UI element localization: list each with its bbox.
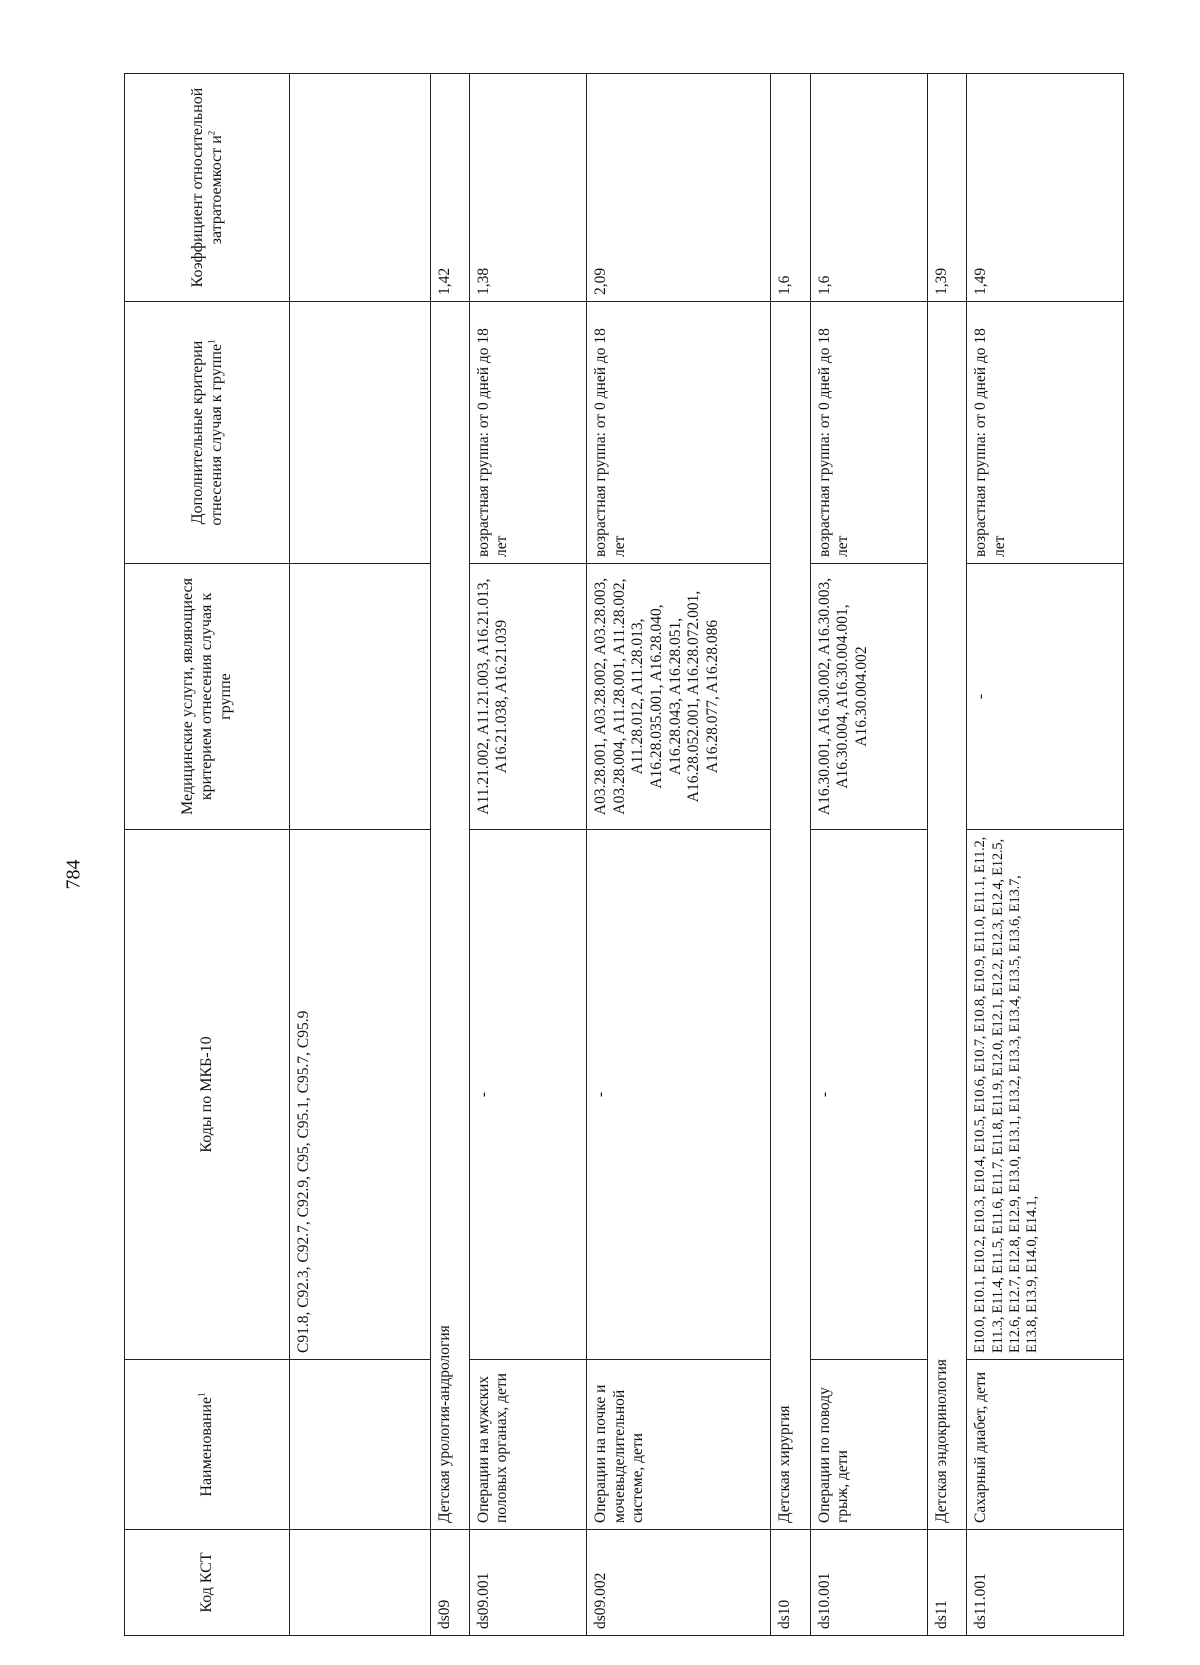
table-row-ds10-001 xyxy=(810,74,928,1636)
cell-services: A11.21.002, A11.21.003, A16.21.013, A16.21.038, A16.21.039 xyxy=(469,564,587,830)
cell-name: Операции по поводу грыж, дети xyxy=(810,1360,928,1530)
group-code: ds09 xyxy=(430,1530,469,1636)
cell-coef: 2,09 xyxy=(587,74,771,302)
group-coef: 1,6 xyxy=(771,74,810,302)
cell-code xyxy=(289,1530,430,1636)
cell-coef: 1,38 xyxy=(469,74,587,302)
cell-code: ds10.001 xyxy=(810,1530,928,1636)
cell-mkb: C91.8, C92.3, C92.7, C92.9, C95, C95.1, C95.7, C95.9 xyxy=(289,830,430,1360)
cell-criteria xyxy=(289,302,430,564)
group-name: Детская хирургия xyxy=(771,302,810,1530)
cell-coef: 1,6 xyxy=(810,74,928,302)
cell-criteria: возрастная группа: от 0 дней до 18 лет xyxy=(587,302,771,564)
cell-mkb: E10.0, E10.1, E10.2, E10.3, E10.4, E10.5, E10.6, E10.7, E10.8, E10.9, E11.0, E11.1, E11.2, E11.3, E11.4, E11.5, E11.6, E11.7, E11.8, E11.9, E12.0, E12.1, E12.2, E12.3, E12.4, E12.5, E12.6, E12.7, E12.8, E12.9, E13.0, E13.1, E13.2, E13.3, E13.4, E13.5, E13.6, E13.7, E13.8, E13.9, E14.0, E14.1, xyxy=(967,830,1124,1360)
cell-services: - xyxy=(967,564,1124,830)
rotated-table-wrapper xyxy=(124,74,1124,1636)
table-header-row xyxy=(125,74,290,1636)
group-code: ds11 xyxy=(928,1530,967,1636)
header-mkb: Коды по МКБ-10 xyxy=(125,830,290,1360)
group-row-ds10 xyxy=(771,74,810,1636)
table-row-ds09-002 xyxy=(587,74,771,1636)
header-name: Наименование$^1$ xyxy=(125,1360,290,1530)
group-coef: 1,39 xyxy=(928,74,967,302)
header-criteria: Дополнительные критерии отнесения случая к группе$^1$ xyxy=(125,302,290,564)
cell-code: ds09.002 xyxy=(587,1530,771,1636)
group-code: ds10 xyxy=(771,1530,810,1636)
cell-name: Операции на мужских половых органах, дети xyxy=(469,1360,587,1530)
cell-name: Операции на почке и мочевыделительной системе, дети xyxy=(587,1360,771,1530)
table-row-ds09-001 xyxy=(469,74,587,1636)
cell-services: A16.30.001, A16.30.002, A16.30.003, A16.30.004, A16.30.004.001, A16.30.004.002 xyxy=(810,564,928,830)
cell-criteria: возрастная группа: от 0 дней до 18 лет xyxy=(967,302,1124,564)
group-name: Детская эндокринология xyxy=(928,302,967,1530)
cell-criteria: возрастная группа: от 0 дней до 18 лет xyxy=(810,302,928,564)
header-coef: Коэффициент относительной затратоемкост $и^2$ xyxy=(125,74,290,302)
cell-code: ds11.001 xyxy=(967,1530,1124,1636)
page-number: 784 xyxy=(62,859,85,890)
cell-criteria: возрастная группа: от 0 дней до 18 лет xyxy=(469,302,587,564)
cell-services: A03.28.001, A03.28.002, A03.28.003, A03.28.004, A11.28.001, A11.28.002, A11.28.012, A11.28.013, A16.28.035.001, A16.28.040, A16.28.043, A16.28.051, A16.28.052.001, A16.28.072.001, A16.28.077, A16.28.086 xyxy=(587,564,771,830)
kst-table xyxy=(124,73,1124,1636)
cell-services xyxy=(289,564,430,830)
table-row-ds11-001 xyxy=(967,74,1124,1636)
cell-mkb: - xyxy=(587,830,771,1360)
cell-mkb: - xyxy=(810,830,928,1360)
cell-coef: 1,49 xyxy=(967,74,1124,302)
header-services: Медицинские услуги, являющиеся критерием отнесения случая к группе xyxy=(125,564,290,830)
group-row-ds09 xyxy=(430,74,469,1636)
group-name: Детская урология-андрология xyxy=(430,302,469,1530)
cell-code: ds09.001 xyxy=(469,1530,587,1636)
group-coef: 1,42 xyxy=(430,74,469,302)
header-code: Код КСТ xyxy=(125,1530,290,1636)
cell-coef xyxy=(289,74,430,302)
cell-name: Сахарный диабет, дети xyxy=(967,1360,1124,1530)
table-row-continuation xyxy=(289,74,430,1636)
cell-name xyxy=(289,1360,430,1530)
group-row-ds11 xyxy=(928,74,967,1636)
cell-mkb: - xyxy=(469,830,587,1360)
